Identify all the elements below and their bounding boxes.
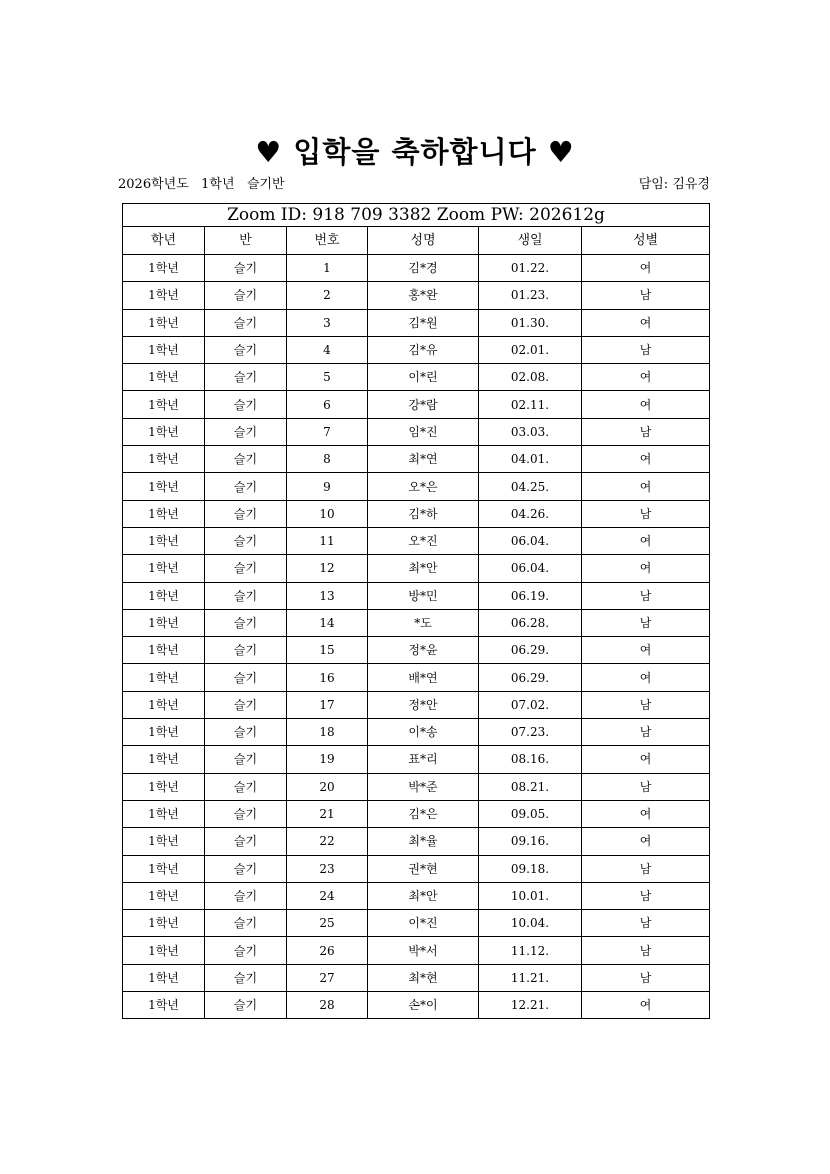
cell-grade: 1학년 (123, 719, 205, 746)
header-class: 반 (205, 227, 287, 255)
cell-gender: 남 (582, 582, 710, 609)
header-number: 번호 (287, 227, 368, 255)
cell-birthday: 06.04. (479, 527, 582, 554)
cell-number: 1 (287, 255, 368, 282)
cell-class: 슬기 (205, 773, 287, 800)
cell-number: 18 (287, 719, 368, 746)
cell-name: 이*진 (368, 910, 479, 937)
cell-birthday: 06.29. (479, 664, 582, 691)
table-row (123, 582, 710, 609)
cell-gender: 여 (582, 527, 710, 554)
cell-birthday: 09.18. (479, 855, 582, 882)
table-row (123, 309, 710, 336)
cell-name: 홍*완 (368, 282, 479, 309)
cell-birthday: 10.01. (479, 882, 582, 909)
cell-grade: 1학년 (123, 446, 205, 473)
cell-class: 슬기 (205, 555, 287, 582)
zoom-info: Zoom ID: 918 709 3382 Zoom PW: 202612g (123, 204, 710, 227)
table-row (123, 691, 710, 718)
cell-number: 20 (287, 773, 368, 800)
cell-grade: 1학년 (123, 255, 205, 282)
cell-class: 슬기 (205, 609, 287, 636)
cell-gender: 여 (582, 446, 710, 473)
cell-class: 슬기 (205, 637, 287, 664)
cell-class: 슬기 (205, 255, 287, 282)
cell-grade: 1학년 (123, 582, 205, 609)
cell-class: 슬기 (205, 964, 287, 991)
cell-birthday: 10.04. (479, 910, 582, 937)
cell-number: 12 (287, 555, 368, 582)
cell-name: 오*진 (368, 527, 479, 554)
cell-number: 9 (287, 473, 368, 500)
table-row (123, 882, 710, 909)
cell-grade: 1학년 (123, 964, 205, 991)
cell-birthday: 04.26. (479, 500, 582, 527)
cell-gender: 여 (582, 992, 710, 1019)
header-grade: 학년 (123, 227, 205, 255)
cell-name: 정*안 (368, 691, 479, 718)
cell-name: 이*린 (368, 364, 479, 391)
cell-class: 슬기 (205, 937, 287, 964)
cell-grade: 1학년 (123, 800, 205, 827)
cell-grade: 1학년 (123, 391, 205, 418)
cell-number: 15 (287, 637, 368, 664)
table-row (123, 773, 710, 800)
cell-number: 25 (287, 910, 368, 937)
cell-class: 슬기 (205, 500, 287, 527)
cell-number: 6 (287, 391, 368, 418)
cell-name: 최*현 (368, 964, 479, 991)
cell-class: 슬기 (205, 473, 287, 500)
cell-class: 슬기 (205, 418, 287, 445)
cell-class: 슬기 (205, 391, 287, 418)
table-row (123, 555, 710, 582)
cell-name: 권*현 (368, 855, 479, 882)
cell-class: 슬기 (205, 282, 287, 309)
cell-gender: 남 (582, 336, 710, 363)
cell-grade: 1학년 (123, 828, 205, 855)
cell-class: 슬기 (205, 855, 287, 882)
table-row (123, 964, 710, 991)
cell-gender: 남 (582, 282, 710, 309)
cell-gender: 남 (582, 964, 710, 991)
cell-grade: 1학년 (123, 992, 205, 1019)
cell-name: 박*서 (368, 937, 479, 964)
class-info-line (118, 176, 710, 194)
table-row (123, 992, 710, 1019)
cell-gender: 여 (582, 473, 710, 500)
cell-name: 박*준 (368, 773, 479, 800)
cell-number: 19 (287, 746, 368, 773)
cell-name: 최*율 (368, 828, 479, 855)
cell-grade: 1학년 (123, 637, 205, 664)
cell-number: 2 (287, 282, 368, 309)
cell-gender: 남 (582, 691, 710, 718)
cell-gender: 남 (582, 910, 710, 937)
cell-grade: 1학년 (123, 473, 205, 500)
cell-gender: 여 (582, 555, 710, 582)
table-row (123, 527, 710, 554)
table-row (123, 255, 710, 282)
cell-name: 김*경 (368, 255, 479, 282)
cell-gender: 여 (582, 800, 710, 827)
student-roster-table (122, 203, 710, 1019)
table-row (123, 609, 710, 636)
cell-class: 슬기 (205, 800, 287, 827)
cell-grade: 1학년 (123, 691, 205, 718)
cell-birthday: 06.29. (479, 637, 582, 664)
table-row (123, 282, 710, 309)
table-row (123, 719, 710, 746)
cell-grade: 1학년 (123, 336, 205, 363)
cell-class: 슬기 (205, 527, 287, 554)
cell-birthday: 06.28. (479, 609, 582, 636)
cell-birthday: 09.05. (479, 800, 582, 827)
cell-gender: 여 (582, 364, 710, 391)
cell-birthday: 02.11. (479, 391, 582, 418)
teacher-name: 담임: 김유경 (638, 177, 710, 192)
cell-grade: 1학년 (123, 910, 205, 937)
zoom-info-row (123, 204, 710, 227)
cell-gender: 남 (582, 937, 710, 964)
cell-birthday: 03.03. (479, 418, 582, 445)
cell-name: 배*연 (368, 664, 479, 691)
header-birthday: 생일 (479, 227, 582, 255)
table-row (123, 855, 710, 882)
header-name: 성명 (368, 227, 479, 255)
table-row (123, 937, 710, 964)
cell-grade: 1학년 (123, 773, 205, 800)
cell-gender: 남 (582, 855, 710, 882)
cell-birthday: 06.19. (479, 582, 582, 609)
cell-grade: 1학년 (123, 882, 205, 909)
cell-number: 7 (287, 418, 368, 445)
cell-grade: 1학년 (123, 555, 205, 582)
cell-number: 27 (287, 964, 368, 991)
table-row (123, 336, 710, 363)
cell-birthday: 08.16. (479, 746, 582, 773)
cell-gender: 남 (582, 882, 710, 909)
header-gender: 성별 (582, 227, 710, 255)
cell-class: 슬기 (205, 719, 287, 746)
cell-gender: 여 (582, 309, 710, 336)
cell-gender: 남 (582, 609, 710, 636)
cell-number: 26 (287, 937, 368, 964)
cell-birthday: 09.16. (479, 828, 582, 855)
cell-number: 5 (287, 364, 368, 391)
cell-grade: 1학년 (123, 527, 205, 554)
cell-class: 슬기 (205, 992, 287, 1019)
cell-class: 슬기 (205, 336, 287, 363)
cell-name: 이*송 (368, 719, 479, 746)
cell-name: 김*유 (368, 336, 479, 363)
table-header-row (123, 227, 710, 255)
cell-gender: 남 (582, 418, 710, 445)
cell-number: 21 (287, 800, 368, 827)
cell-number: 10 (287, 500, 368, 527)
table-row (123, 910, 710, 937)
table-row (123, 418, 710, 445)
cell-name: 최*연 (368, 446, 479, 473)
cell-gender: 남 (582, 500, 710, 527)
cell-number: 28 (287, 992, 368, 1019)
cell-class: 슬기 (205, 910, 287, 937)
cell-birthday: 06.04. (479, 555, 582, 582)
cell-grade: 1학년 (123, 937, 205, 964)
cell-gender: 여 (582, 255, 710, 282)
cell-number: 23 (287, 855, 368, 882)
cell-class: 슬기 (205, 691, 287, 718)
cell-gender: 여 (582, 746, 710, 773)
cell-number: 4 (287, 336, 368, 363)
page-title: ♥ 입학을 축하합니다 ♥ (255, 135, 575, 169)
table-row (123, 800, 710, 827)
class-info: 2026학년도 1학년 슬기반 (118, 177, 285, 192)
cell-name: 방*민 (368, 582, 479, 609)
cell-grade: 1학년 (123, 364, 205, 391)
cell-birthday: 11.21. (479, 964, 582, 991)
table-row (123, 391, 710, 418)
cell-name: 표*리 (368, 746, 479, 773)
cell-birthday: 07.02. (479, 691, 582, 718)
table-row (123, 664, 710, 691)
cell-number: 11 (287, 527, 368, 554)
cell-birthday: 01.23. (479, 282, 582, 309)
cell-gender: 여 (582, 828, 710, 855)
cell-grade: 1학년 (123, 418, 205, 445)
cell-name: 김*은 (368, 800, 479, 827)
cell-birthday: 12.21. (479, 992, 582, 1019)
table-row (123, 637, 710, 664)
table-row (123, 446, 710, 473)
cell-grade: 1학년 (123, 309, 205, 336)
cell-grade: 1학년 (123, 664, 205, 691)
cell-name: *도 (368, 609, 479, 636)
cell-class: 슬기 (205, 746, 287, 773)
cell-birthday: 04.25. (479, 473, 582, 500)
cell-class: 슬기 (205, 664, 287, 691)
table-row (123, 746, 710, 773)
cell-number: 8 (287, 446, 368, 473)
cell-grade: 1학년 (123, 282, 205, 309)
cell-number: 14 (287, 609, 368, 636)
cell-number: 13 (287, 582, 368, 609)
cell-gender: 남 (582, 773, 710, 800)
cell-class: 슬기 (205, 882, 287, 909)
cell-birthday: 02.08. (479, 364, 582, 391)
cell-name: 최*안 (368, 555, 479, 582)
cell-class: 슬기 (205, 309, 287, 336)
cell-birthday: 04.01. (479, 446, 582, 473)
cell-grade: 1학년 (123, 609, 205, 636)
table-row (123, 828, 710, 855)
cell-gender: 여 (582, 637, 710, 664)
cell-gender: 여 (582, 664, 710, 691)
cell-birthday: 08.21. (479, 773, 582, 800)
table-row (123, 500, 710, 527)
cell-gender: 남 (582, 719, 710, 746)
cell-name: 손*이 (368, 992, 479, 1019)
cell-birthday: 07.23. (479, 719, 582, 746)
cell-name: 오*은 (368, 473, 479, 500)
cell-grade: 1학년 (123, 746, 205, 773)
cell-class: 슬기 (205, 446, 287, 473)
cell-name: 김*원 (368, 309, 479, 336)
table-row (123, 364, 710, 391)
cell-number: 17 (287, 691, 368, 718)
cell-birthday: 01.22. (479, 255, 582, 282)
cell-class: 슬기 (205, 582, 287, 609)
cell-birthday: 02.01. (479, 336, 582, 363)
cell-birthday: 11.12. (479, 937, 582, 964)
cell-name: 강*람 (368, 391, 479, 418)
cell-name: 김*하 (368, 500, 479, 527)
cell-number: 24 (287, 882, 368, 909)
cell-grade: 1학년 (123, 855, 205, 882)
cell-number: 22 (287, 828, 368, 855)
cell-name: 임*진 (368, 418, 479, 445)
cell-grade: 1학년 (123, 500, 205, 527)
cell-number: 16 (287, 664, 368, 691)
cell-class: 슬기 (205, 364, 287, 391)
cell-gender: 여 (582, 391, 710, 418)
cell-birthday: 01.30. (479, 309, 582, 336)
cell-name: 최*안 (368, 882, 479, 909)
cell-name: 정*윤 (368, 637, 479, 664)
cell-number: 3 (287, 309, 368, 336)
cell-class: 슬기 (205, 828, 287, 855)
table-row (123, 473, 710, 500)
